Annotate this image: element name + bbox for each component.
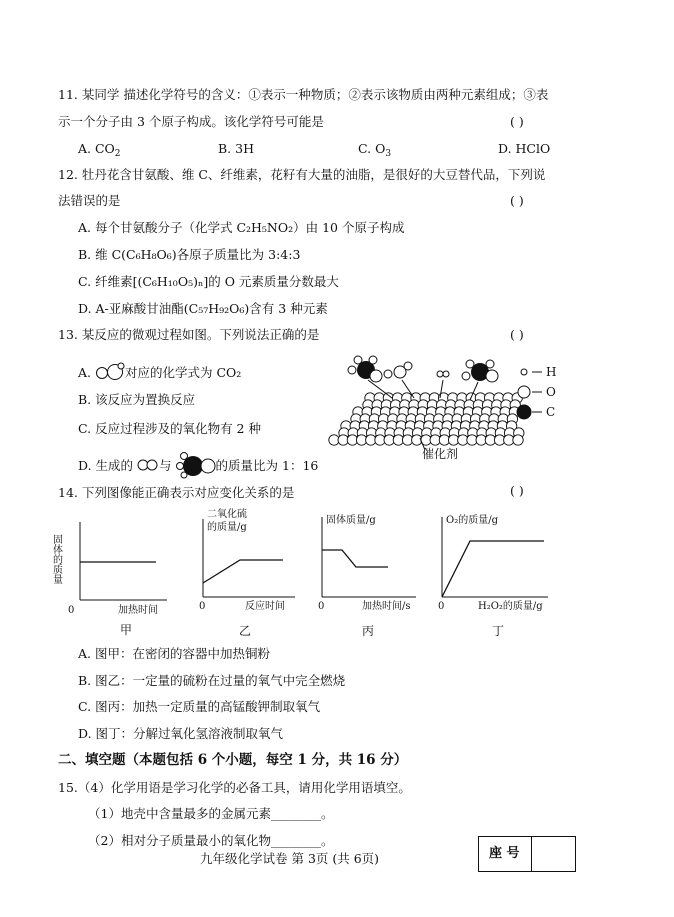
- graph-jia-name: 甲: [120, 623, 133, 637]
- seat-number-label: 座 号: [489, 846, 520, 861]
- q15-sub2: （2）相对分子质量最小的氧化物________。: [88, 833, 334, 848]
- q13-catalyst-diagram: [330, 350, 580, 460]
- q12-option-a: A. 每个甘氨酸分子（化学式 C₂H₅NO₂）由 10 个原子构成: [78, 220, 405, 235]
- q13-option-d: D. 生成的 与 的质量比为 1：16: [78, 452, 318, 478]
- co2-molecule-middle: [384, 362, 412, 378]
- graph-yi-name: 乙: [239, 624, 252, 638]
- q14-option-d: D. 图丁：分解过氧化氢溶液制取氧气: [78, 726, 284, 741]
- graph-bing: [316, 505, 426, 642]
- q12-answer-paren: ( ): [510, 193, 524, 208]
- q14-option-b: B. 图乙：一定量的硫粉在过量的氧气中完全燃烧: [78, 673, 346, 688]
- q13-option-a: A. 对应的化学式为 CO₂: [78, 362, 241, 382]
- co2-molecule-icon: [95, 362, 125, 382]
- graph-yi-ylabel2: 的质量/g: [207, 522, 247, 533]
- catalyst-surface: [329, 393, 524, 445]
- svg-text:O: O: [546, 385, 556, 399]
- graph-jia-origin: 0: [68, 605, 75, 616]
- ch3oh-molecule-icon: [176, 452, 216, 478]
- q12-line2: 法错误的是: [58, 193, 121, 208]
- graph-jia: [52, 512, 182, 642]
- q14-stem: 14. 下列图像能正确表示对应变化关系的是: [58, 485, 295, 500]
- q13-option-b: B. 该反应为置换反应: [78, 392, 196, 407]
- q12-option-c: C. 纤维素[(C₆H₁₀O₅)ₙ]的 O 元素质量分数最大: [78, 274, 339, 289]
- graph-ding-name: 丁: [492, 624, 505, 638]
- graph-yi-ylabel1: 二氧化硫: [207, 509, 247, 520]
- graph-bing-origin: 0: [318, 601, 325, 612]
- q13-stem: 13. 某反应的微观过程如图。下列说法正确的是: [58, 327, 320, 342]
- graph-jia-xlabel: 加热时间: [118, 605, 158, 616]
- co-molecule-icon: [137, 458, 159, 472]
- q11-option-a: A. $CO_2$: [78, 141, 121, 159]
- graph-yi-origin: 0: [199, 601, 206, 612]
- ch3oh-molecule-left: [348, 356, 382, 382]
- q15-stem: 15.（4）化学用语是学习化学的必备工具，请用化学用语填空。: [58, 780, 411, 795]
- q13-option-c: C. 反应过程涉及的氧化物有 2 种: [78, 421, 261, 436]
- graph-bing-name: 丙: [362, 624, 375, 638]
- page-footer: 九年级化学试卷 第 3页 (共 6页): [200, 851, 380, 866]
- svg-text:H: H: [546, 365, 557, 379]
- graph-yi: [195, 505, 305, 642]
- q11-option-c: C. $O_3$: [358, 141, 392, 159]
- co-molecule-middle: [437, 371, 449, 377]
- atom-legend: [517, 365, 557, 420]
- q11-option-d: D. HClO: [498, 141, 551, 156]
- q12-line1: 12. 牡丹花含甘氨酸、维 C、纤维素，花籽有大量的油脂，是很好的大豆替代品，下列说: [58, 167, 546, 182]
- graph-yi-xlabel: 反应时间: [245, 601, 285, 612]
- catalyst-ball: [513, 435, 523, 445]
- q13-answer-paren: ( ): [510, 327, 524, 342]
- catalyst-label: 催化剂: [422, 447, 459, 461]
- svg-text:C: C: [546, 405, 556, 419]
- graph-bing-xlabel: 加热时间/s: [362, 601, 411, 612]
- graph-jia-ylabel: 固体的质量: [50, 534, 62, 584]
- q11-answer-paren: ( ): [510, 114, 524, 129]
- q11-line2: 示一个分子由 3 个原子构成。该化学符号可能是: [58, 114, 324, 129]
- graph-ding-origin: 0: [438, 601, 445, 612]
- section2-heading: 二、填空题（本题包括 6 个小题，每空 1 分，共 16 分）: [58, 752, 408, 768]
- q14-answer-paren: ( ): [510, 483, 524, 498]
- q11-line1: 11. 某同学 描述化学符号的含义：①表示一种物质；②表示该物质由两种元素组成；③表: [58, 87, 549, 102]
- q14-option-a: A. 图甲：在密闭的容器中加热铜粉: [78, 646, 270, 661]
- q11-option-b: B. 3H: [218, 141, 254, 156]
- q15-sub1: （1）地壳中含量最多的金属元素________。: [88, 806, 334, 821]
- graph-ding-ylabel: O₂的质量/g: [446, 515, 498, 526]
- graph-ding-xlabel: H₂O₂的质量/g: [478, 601, 543, 612]
- seat-number-box: [478, 836, 576, 872]
- graph-bing-ylabel: 固体质量/g: [326, 515, 376, 526]
- q12-option-d: D. A-亚麻酸甘油酯(C₅₇H₉₂O₆)含有 3 种元素: [78, 301, 328, 316]
- q14-option-c: C. 图丙：加热一定质量的高锰酸钾制取氧气: [78, 699, 321, 714]
- q12-option-b: B. 维 C(C₆H₈O₆)各原子质量比为 3:4:3: [78, 247, 301, 262]
- graph-ding: [436, 505, 556, 642]
- ch3oh-molecule-right: [462, 360, 498, 382]
